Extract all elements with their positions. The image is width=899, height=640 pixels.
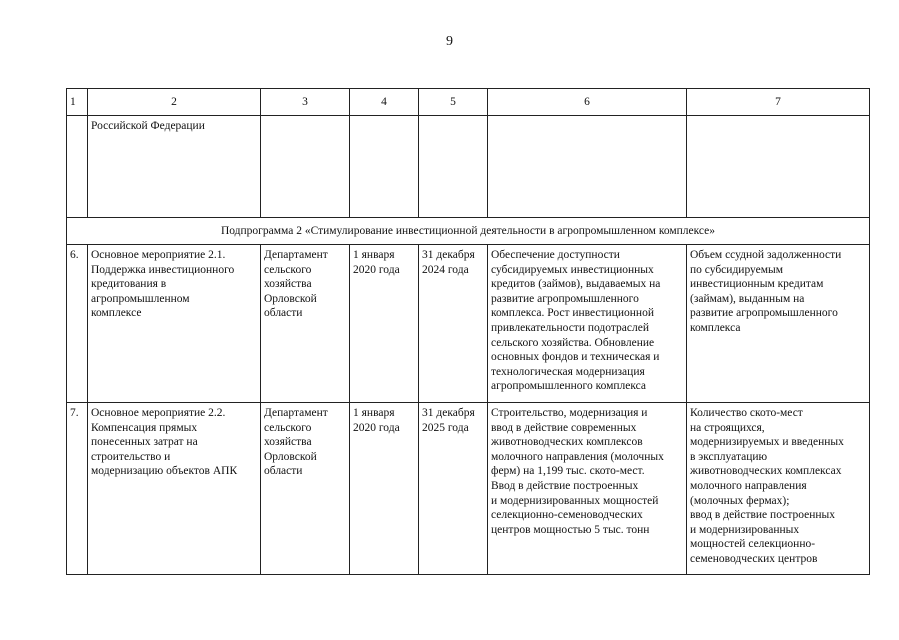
cell-text-line: Орловской bbox=[264, 292, 317, 305]
page-number: 9 bbox=[446, 34, 453, 49]
column-number-row bbox=[67, 89, 870, 116]
cell-text-line: агропромышленного комплекса bbox=[491, 380, 647, 393]
cell-text-line: Количество ското-мест bbox=[690, 407, 803, 419]
cell-text-line: модернизируемых и введенных bbox=[690, 436, 844, 449]
end-date-cell bbox=[419, 245, 488, 403]
subprogram-title: Подпрограмма 2 «Стимулирование инвестиционной деятельности в агропромышленном комплексе» bbox=[67, 218, 870, 245]
cell-text-line: животноводческих комплексов bbox=[491, 436, 643, 449]
cell-text-line: в эксплуатацию bbox=[690, 450, 768, 463]
cell-text-line: мощностей селекционно- bbox=[690, 538, 816, 551]
cell-text-line: технологическая модернизация bbox=[491, 365, 645, 378]
cell-text-line: ввод в действие построенных bbox=[690, 509, 836, 522]
column-header-2: 2 bbox=[88, 89, 261, 116]
continuation-row bbox=[67, 116, 870, 218]
table-body bbox=[67, 89, 870, 575]
table-row bbox=[67, 245, 870, 403]
cell-text-line: сельского хозяйства. Обновление bbox=[491, 336, 655, 349]
cell-text-line: Обеспечение доступности bbox=[491, 249, 620, 261]
cell-text-line: Основное мероприятие 2.2. bbox=[91, 407, 226, 419]
cell-text-line: комплекса bbox=[690, 321, 741, 334]
cell-text-line: сельского bbox=[264, 421, 312, 434]
expected-result-cell bbox=[488, 245, 687, 403]
cell-text-line: Основное мероприятие 2.1. bbox=[91, 249, 226, 261]
column-header-1: 1 bbox=[67, 89, 88, 116]
cell-text-line: Компенсация прямых bbox=[91, 421, 198, 434]
cell-text-line: ввод в действие современных bbox=[491, 421, 637, 434]
cell-text-line: (займам), выданным на bbox=[690, 292, 805, 305]
end-date-cell bbox=[419, 403, 488, 575]
continuation-empty-cell bbox=[261, 116, 350, 218]
cell-text-line: и модернизированных bbox=[690, 523, 800, 536]
cell-text-line: селекционно-семеноводческих bbox=[491, 509, 643, 522]
cell-text-line: области bbox=[264, 307, 303, 320]
cell-text-line: 1 января bbox=[353, 407, 395, 419]
cell-text-line: комплекса. Рост инвестиционной bbox=[491, 307, 654, 320]
measure-name-cell bbox=[88, 403, 261, 575]
column-header-7: 7 bbox=[687, 89, 870, 116]
cell-text-line: 2020 года bbox=[353, 263, 400, 276]
cell-text-line: 2025 года bbox=[422, 421, 469, 434]
cell-text-line: 2024 года bbox=[422, 263, 469, 276]
indicator-cell bbox=[687, 245, 870, 403]
continuation-empty-cell bbox=[419, 116, 488, 218]
cell-text-line: 31 декабря bbox=[422, 407, 475, 419]
cell-text-line: строительство и bbox=[91, 450, 171, 463]
expected-result-cell bbox=[488, 403, 687, 575]
cell-text-line: кредитования в bbox=[91, 278, 167, 291]
cell-text-line: хозяйства bbox=[264, 436, 312, 449]
column-header-5: 5 bbox=[419, 89, 488, 116]
cell-text-line: агропромышленном bbox=[91, 292, 190, 305]
cell-text-line: и модернизированных мощностей bbox=[491, 494, 659, 507]
cell-text-line: молочного направления bbox=[690, 479, 807, 492]
program-measures-table bbox=[66, 88, 870, 575]
cell-text-line: субсидируемых инвестиционных bbox=[491, 263, 654, 276]
indicator-cell bbox=[687, 403, 870, 575]
cell-text-line: Объем ссудной задолженности bbox=[690, 249, 842, 261]
cell-text-line: развитие агропромышленного bbox=[491, 292, 639, 305]
cell-text-line: кредитов (займов), выдаваемых на bbox=[491, 278, 661, 291]
column-header-3: 3 bbox=[261, 89, 350, 116]
cell-text-line: Ввод в действие построенных bbox=[491, 479, 639, 492]
cell-text-line: семеноводческих центров bbox=[690, 552, 818, 565]
start-date-cell bbox=[350, 403, 419, 575]
cell-text-line: по субсидируемым bbox=[690, 263, 784, 276]
continuation-empty-cell bbox=[488, 116, 687, 218]
row-number-cell: 7. bbox=[67, 403, 88, 575]
column-header-4: 4 bbox=[350, 89, 419, 116]
cell-text-line: сельского bbox=[264, 263, 312, 276]
row-number-cell: 6. bbox=[67, 245, 88, 403]
cell-text-line: развитие агропромышленного bbox=[690, 307, 838, 320]
table-row bbox=[67, 403, 870, 575]
cell-text-line: 31 декабря bbox=[422, 249, 475, 261]
cell-text-line: животноводческих комплексах bbox=[690, 465, 842, 478]
cell-text-line: (молочных фермах); bbox=[690, 494, 790, 507]
cell-text-line: привлекательности подотраслей bbox=[491, 321, 650, 334]
cell-text-line: основных фондов и техническая и bbox=[491, 351, 660, 364]
continuation-number-cell bbox=[67, 116, 88, 218]
cell-text-line: Строительство, модернизация и bbox=[491, 407, 648, 419]
cell-text-line: центров мощностью 5 тыс. тонн bbox=[491, 523, 650, 536]
measure-name-cell bbox=[88, 245, 261, 403]
cell-text-line: на строящихся, bbox=[690, 421, 765, 434]
cell-text-line: 2020 года bbox=[353, 421, 400, 434]
cell-text-line: 1 января bbox=[353, 249, 395, 261]
cell-text-line: инвестиционным кредитам bbox=[690, 278, 824, 291]
column-header-6: 6 bbox=[488, 89, 687, 116]
cell-text-line: комплексе bbox=[91, 307, 142, 320]
cell-text-line: Орловской bbox=[264, 450, 317, 463]
cell-text-line: Департамент bbox=[264, 249, 328, 261]
cell-text-line: ферм) на 1,199 тыс. ското-мест. bbox=[491, 465, 645, 478]
executor-cell bbox=[261, 403, 350, 575]
cell-text-line: понесенных затрат на bbox=[91, 436, 198, 449]
subprogram-row bbox=[67, 218, 870, 245]
cell-text-line: Департамент bbox=[264, 407, 328, 419]
cell-text-line: модернизацию объектов АПК bbox=[91, 465, 238, 478]
cell-text-line: хозяйства bbox=[264, 278, 312, 291]
start-date-cell bbox=[350, 245, 419, 403]
executor-cell bbox=[261, 245, 350, 403]
continuation-empty-cell bbox=[350, 116, 419, 218]
cell-text-line: молочного направления (молочных bbox=[491, 450, 664, 463]
cell-text-line: Поддержка инвестиционного bbox=[91, 263, 235, 276]
continuation-text-cell: Российской Федерации bbox=[88, 116, 261, 218]
cell-text-line: области bbox=[264, 465, 303, 478]
continuation-empty-cell bbox=[687, 116, 870, 218]
